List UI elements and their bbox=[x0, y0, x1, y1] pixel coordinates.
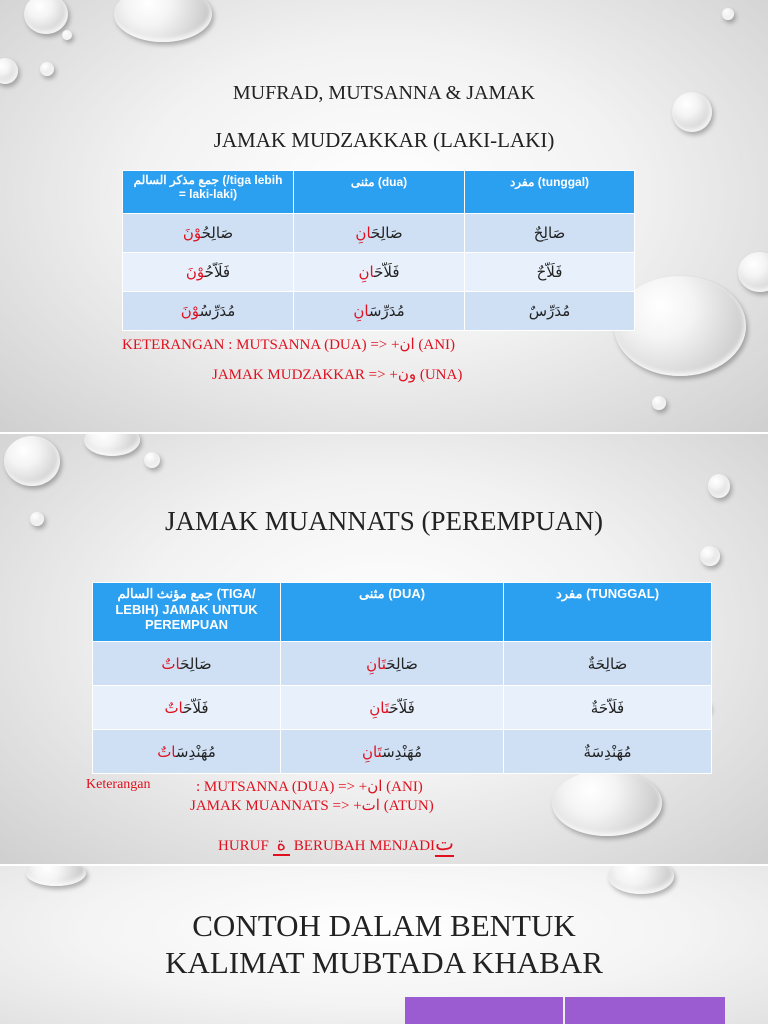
cell-mufrad: مُهَنْدِسَةٌ bbox=[504, 730, 712, 774]
cell-mutsanna: مُهَنْدِسَتَانِ bbox=[281, 730, 504, 774]
water-drop bbox=[608, 866, 674, 894]
water-drop bbox=[40, 62, 54, 76]
note-jamak-muannats: JAMAK MUANNATS => +ات (ATUN) bbox=[190, 798, 434, 814]
cell-jamak: مُهَنْدِسَاتٌ bbox=[93, 730, 281, 774]
water-drop bbox=[552, 770, 662, 836]
table-header-cell bbox=[565, 997, 725, 1024]
cell-jamak: فَلَاّحُوْنَ bbox=[123, 253, 294, 292]
cell-mutsanna: صَالِحَتَانِ bbox=[281, 642, 504, 686]
water-drop bbox=[84, 434, 140, 456]
water-drop bbox=[708, 474, 730, 498]
water-drop bbox=[114, 0, 212, 42]
header-jamak: جمع مؤنث السالم (TIGA/ LEBIH) JAMAK UNTUK PEREMPUAN bbox=[93, 583, 281, 642]
slide-mudzakkar bbox=[0, 0, 768, 432]
slide-title: JAMAK MUANNATS (PEREMPUAN) bbox=[164, 506, 604, 536]
water-drop bbox=[652, 396, 666, 410]
cell-jamak: صَالِحُوْنَ bbox=[123, 214, 294, 253]
note-keterangan: KETERANGAN : MUTSANNA (DUA) => +ان (ANI) bbox=[122, 337, 456, 353]
water-drop bbox=[738, 252, 768, 292]
slide-title-line2: KALIMAT MUBTADA KHABAR bbox=[165, 945, 603, 980]
muannats-table bbox=[92, 582, 712, 774]
note-jamak-mudzakkar: JAMAK MUDZAKKAR => +ون (UNA) bbox=[212, 367, 463, 383]
cell-mufrad: فَلَاّحٌ bbox=[465, 253, 635, 292]
cell-jamak: مُدَرِّسُوْنَ bbox=[123, 292, 294, 331]
header-mutsanna: مثنى (DUA) bbox=[281, 583, 504, 642]
cell-mutsanna: فَلَاّحَانِ bbox=[294, 253, 465, 292]
cell-mufrad: مُدَرِّسٌ bbox=[465, 292, 635, 331]
cell-jamak: صَالِحَاتٌ bbox=[93, 642, 281, 686]
water-drop bbox=[26, 866, 86, 886]
cell-jamak: فَلَاّحَاتٌ bbox=[93, 686, 281, 730]
cell-mufrad: فَلَاّحَةٌ bbox=[504, 686, 712, 730]
cell-mutsanna: صَالِحَانِ bbox=[294, 214, 465, 253]
cell-mutsanna: مُدَرِّسَانِ bbox=[294, 292, 465, 331]
mudzakkar-table bbox=[122, 170, 635, 331]
table-header-cell bbox=[405, 997, 563, 1024]
water-drop bbox=[144, 452, 160, 468]
slide-contoh bbox=[0, 866, 768, 1024]
header-mutsanna: مثنى (dua) bbox=[294, 171, 465, 214]
note-huruf: HURUF ة BERUBAH MENJADIت bbox=[218, 833, 454, 855]
water-drop bbox=[722, 8, 734, 20]
water-drop bbox=[24, 0, 68, 34]
slide-title: MUFRAD, MUTSANNA & JAMAK bbox=[232, 82, 536, 104]
cell-mufrad: صَالِحٌ bbox=[465, 214, 635, 253]
slide-subtitle: JAMAK MUDZAKKAR (LAKI-LAKI) bbox=[213, 128, 555, 152]
water-drop bbox=[700, 546, 720, 566]
water-drop bbox=[62, 30, 72, 40]
note-label: Keterangan bbox=[86, 777, 151, 792]
header-jamak: جمع مذكر السالم (/tiga lebih = laki-laki) bbox=[123, 171, 294, 214]
slide-muannats bbox=[0, 434, 768, 864]
header-mufrad: مفرد (tunggal) bbox=[465, 171, 635, 214]
note-mutsanna: : MUTSANNA (DUA) => +ان (ANI) bbox=[196, 779, 423, 795]
water-drop bbox=[0, 58, 18, 84]
cell-mufrad: صَالِحَةٌ bbox=[504, 642, 712, 686]
water-drop bbox=[4, 436, 60, 486]
cell-mutsanna: فَلَاّحَتَانِ bbox=[281, 686, 504, 730]
header-mufrad: مفرد (TUNGGAL) bbox=[504, 583, 712, 642]
slide-title-line1: CONTOH DALAM BENTUK bbox=[192, 908, 576, 943]
